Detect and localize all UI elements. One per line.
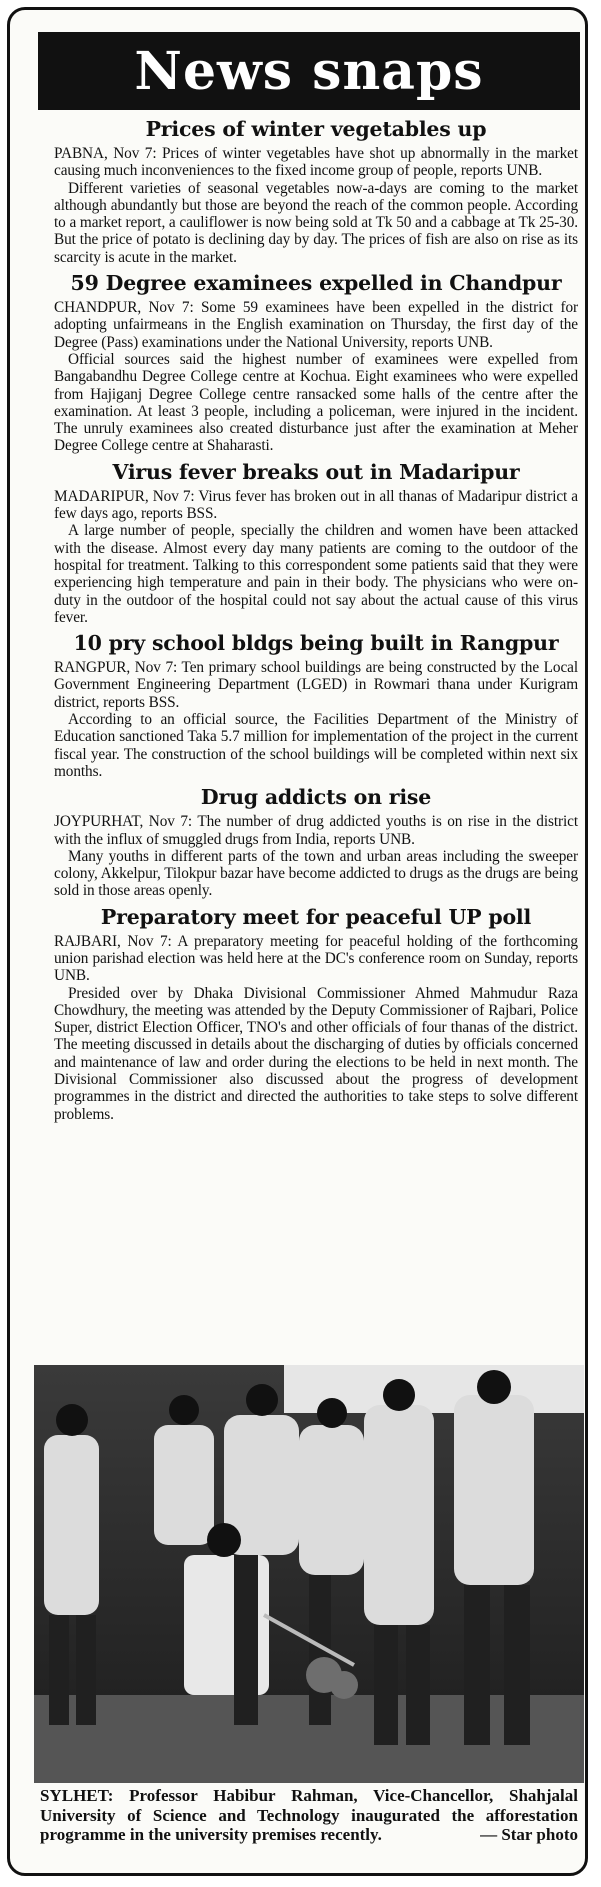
- story-paragraph: JOYPURHAT, Nov 7: The number of drug addicted youths is on rise in the district with the influx of smuggled drugs from India, reports UNB.: [54, 813, 578, 848]
- story-paragraph: Different varieties of seasonal vegetables now-a-days are coming to the market although abundantly but those are beyond the reach of the common people. According to a market report, a cauliflower is now being sold at Tk 50 and a cabbage at Tk 25-30. But the price of potato is declining day by day. The prices of fish are also on rise as its scarcity is acute in the market.: [54, 179, 578, 266]
- story-chandpur-examinees: [54, 270, 578, 455]
- caption-text: SYLHET: Professor Habibur Rahman, Vice-Chancellor, Shahjalal University of Science and Technology inaugurated the afforestation programme in the university premises recently.: [40, 1786, 578, 1844]
- story-headline: Preparatory meet for peaceful UP poll: [100, 904, 532, 929]
- story-paragraph: Presided over by Dhaka Divisional Commissioner Ahmed Mahmudur Raza Chowdhury, the meeting was attended by the Deputy Commissioner of Rajbari, Police Super, district Election Officer, TNO's and other officials of four thanas of the district. The meeting discussed in details about the discharging of duties by officials concerned and maintenance of law and order during the elections to be held in next month. The Divisional Commissioner also discussed about the progress of development programmes in the district and directed the authorities to take steps to solve different problems.: [54, 984, 578, 1123]
- photo-credit: — Star photo: [480, 1825, 578, 1844]
- news-photo: [34, 1365, 584, 1783]
- story-paragraph: Official sources said the highest number of examinees were expelled from Bangabandhu Degree College centre at Kochua. Eight examinees who were expelled from Hajiganj Degree College centre ransacked some halls of the centre after the examination. At least 3 people, including a policeman, were injured in the incident. The unruly examinees also created disturbance just after the examination at Meher Degree College centre at Shaharasti.: [54, 350, 578, 455]
- story-headline: Drug addicts on rise: [200, 785, 432, 810]
- story-paragraph: According to an official source, the Facilities Department of the Ministry of Education sanctioned Taka 5.7 million for implementation of the project in the current fiscal year. The construction of the school buildings will be completed within next six months.: [54, 711, 578, 780]
- story-winter-vegetables: [54, 116, 578, 266]
- story-paragraph: MADARIPUR, Nov 7: Virus fever has broken out in all thanas of Madaripur district a few days ago, reports BSS.: [54, 487, 578, 523]
- story-paragraph: CHANDPUR, Nov 7: Some 59 examinees have been expelled in the district for adopting unfairmeans in the English examination on Thursday, the first day of the Degree (Pass) examinations under the National University, reports UNB.: [54, 299, 578, 351]
- story-drug-addicts: [54, 784, 578, 899]
- story-headline: Prices of winter vegetables up: [145, 117, 487, 141]
- story-paragraph: RANGPUR, Nov 7: Ten primary school buildings are being constructed by the Local Government Engineering Department (LGED) in Rowmari thana under Kurigram district, reports BSS.: [54, 659, 578, 711]
- story-paragraph: PABNA, Nov 7: Prices of winter vegetables have shot up abnormally in the market causing much inconveniences to the fixed income group of people, reports UNB.: [54, 145, 578, 180]
- story-madaripur-virus-fever: [54, 459, 578, 626]
- story-paragraph: Many youths in different parts of the town and urban areas including the sweeper colony, Akkelpur, Tilokpur bazar have become addicted to drugs as the drugs are being sold in those areas openly.: [54, 847, 578, 900]
- story-headline: 59 Degree examinees expelled in Chandpur: [70, 271, 562, 296]
- stories-column: [54, 116, 578, 1127]
- story-paragraph: RAJBARI, Nov 7: A preparatory meeting for peaceful holding of the forthcoming union parishad election was held here at the DC's conference room on Sunday, reports UNB.: [54, 932, 578, 985]
- story-headline: 10 pry school bldgs being built in Rangpur: [73, 631, 559, 656]
- news-snaps-box: [7, 7, 588, 1876]
- story-headline: Virus fever breaks out in Madaripur: [112, 459, 520, 484]
- story-rangpur-schools: [54, 630, 578, 780]
- photo-afforestation-ceremony: [34, 1365, 584, 1783]
- story-paragraph: A large number of people, specially the children and women have been attacked with the disease. Almost every day many patients are coming to the outdoor of the hospital for treatment. Talking to this correspondent some patients said that they were experiencing high temperature and pain in their body. The physicians who were on-duty in the outdoor of the hospital could not say about the actual cause of this virus fever.: [54, 522, 578, 626]
- banner-title: News snaps: [38, 32, 580, 110]
- photo-caption: [40, 1786, 578, 1845]
- story-up-poll-meeting: [54, 904, 578, 1123]
